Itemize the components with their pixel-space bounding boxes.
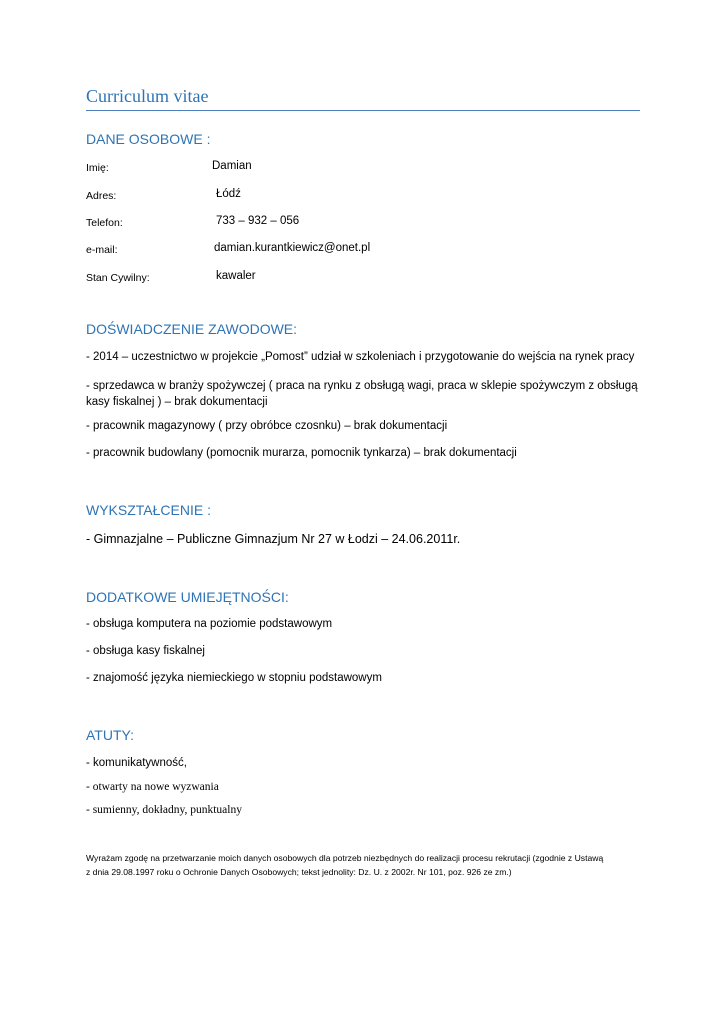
name-value: Damian bbox=[212, 160, 252, 172]
address-value: Łódź bbox=[216, 188, 241, 200]
skills-heading: DODATKOWE UMIEJĘTNOŚCI: bbox=[86, 589, 289, 605]
name-label: Imię: bbox=[86, 162, 109, 174]
skill-item: - obsługa komputera na poziomie podstawowym bbox=[86, 618, 333, 630]
asset-item: - sumienny, dokładny, punktualny bbox=[86, 804, 242, 816]
address-label: Adres: bbox=[86, 190, 117, 202]
personal-heading: DANE OSOBOWE : bbox=[86, 131, 211, 147]
document-title: Curriculum vitae bbox=[86, 86, 209, 106]
education-item: - Gimnazjalne – Publiczne Gimnazjum Nr 27 w Łodzi – 24.06.2011r. bbox=[86, 532, 461, 546]
marital-status-value: kawaler bbox=[216, 270, 256, 282]
email-value: damian.kurantkiewicz@onet.pl bbox=[214, 242, 371, 254]
asset-item: - otwarty na nowe wyzwania bbox=[86, 781, 219, 793]
education-heading: WYKSZTAŁCENIE : bbox=[86, 502, 211, 518]
skill-item: - znajomość języka niemieckiego w stopniu podstawowym bbox=[86, 672, 382, 684]
experience-item: - sprzedawca w branży spożywczej ( praca na rynku z obsługą wagi, praca w sklepie spożywczym z obsługą kasy fiskalnej ) – brak dokumentacji bbox=[86, 380, 638, 408]
experience-item: - 2014 – uczestnictwo w projekcie „Pomost” udział w szkoleniach i przygotowanie do wejścia na rynek pracy bbox=[86, 351, 635, 363]
email-label: e-mail: bbox=[86, 244, 118, 256]
experience-item: - pracownik magazynowy ( przy obróbce czosnku) – brak dokumentacji bbox=[86, 420, 448, 432]
title-divider bbox=[86, 110, 640, 111]
phone-label: Telefon: bbox=[86, 217, 123, 229]
consent-clause-line1: Wyrażam zgodę na przetwarzanie moich danych osobowych dla potrzeb niezbędnych do realizacji procesu rekrutacji (zgodnie z Ustawą bbox=[86, 853, 604, 863]
assets-heading: ATUTY: bbox=[86, 727, 134, 743]
marital-status-label: Stan Cywilny: bbox=[86, 272, 150, 284]
asset-item: - komunikatywność, bbox=[86, 757, 187, 769]
consent-clause-line2: z dnia 29.08.1997 roku o Ochronie Danych Osobowych; tekst jednolity: Dz. U. z 2002r. Nr 101, poz. 926 ze zm.) bbox=[86, 867, 512, 877]
experience-item: - pracownik budowlany (pomocnik murarza, pomocnik tynkarza) – brak dokumentacji bbox=[86, 447, 517, 459]
experience-heading: DOŚWIADCZENIE ZAWODOWE: bbox=[86, 321, 298, 337]
skill-item: - obsługa kasy fiskalnej bbox=[86, 645, 205, 657]
phone-value: 733 – 932 – 056 bbox=[216, 215, 300, 227]
